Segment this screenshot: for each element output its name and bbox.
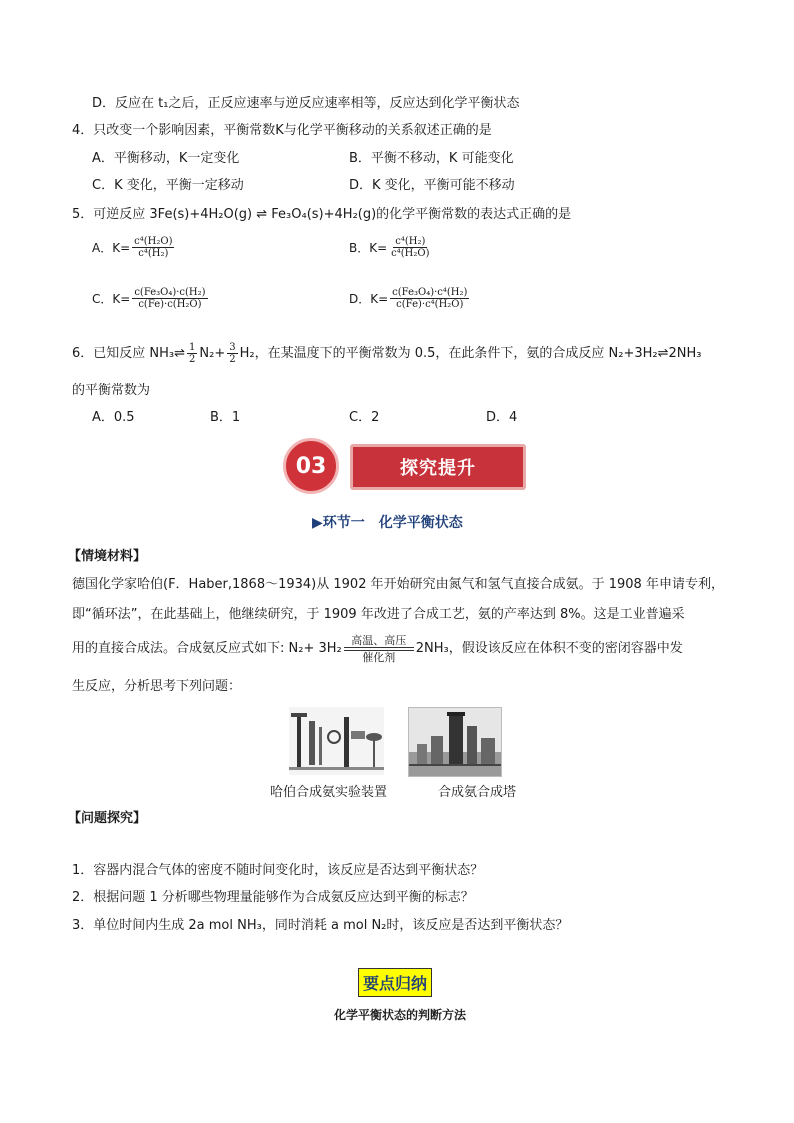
q4-option-a: A．平衡移动，K一定变化 bbox=[92, 151, 240, 166]
banner-title: 探究提升 bbox=[350, 444, 526, 490]
reaction-condition-bottom: 催化剂 bbox=[362, 651, 396, 664]
q5-option-d bbox=[349, 287, 471, 310]
banner-number: 03 bbox=[283, 438, 339, 494]
q4-option-b: B．平衡不移动，K 可能变化 bbox=[349, 151, 514, 166]
q6-stem-pre: 6．已知反应 NH₃⇌ bbox=[72, 345, 186, 361]
q5-stem: 5．可逆反应 3Fe(s)+4H₂O(g) ⇌ Fe₃O₄(s)+4H₂(g)的化学平衡常数的表达式正确的是 bbox=[72, 207, 572, 222]
q5-option-d-fraction bbox=[390, 287, 469, 310]
summary-badge: 要点归纳 bbox=[358, 968, 432, 997]
q6-half-numerator: 1 bbox=[189, 342, 196, 353]
fig-1-caption: 哈伯合成氨实验装置 bbox=[270, 785, 388, 800]
q5-option-a-label: A．K= bbox=[92, 241, 131, 255]
q5-option-c-denominator: c(Fe)·c(H₂O) bbox=[138, 299, 202, 310]
q6-half-fraction bbox=[187, 342, 197, 365]
q5-option-d-label: D．K= bbox=[349, 292, 389, 306]
q4-stem: 4．只改变一个影响因素，平衡常数K与化学平衡移动的关系叙述正确的是 bbox=[72, 123, 492, 138]
q5-option-c bbox=[92, 287, 210, 310]
q3-option-d: D．反应在 t₁之后，正反应速率与逆反应速率相等，反应达到化学平衡状态 bbox=[92, 96, 520, 111]
q6-three-numerator: 3 bbox=[229, 342, 236, 353]
q5-option-a bbox=[92, 236, 176, 259]
section-1-title: ▶环节一 化学平衡状态 bbox=[312, 515, 463, 531]
q6-option-a: A．0.5 bbox=[92, 410, 135, 425]
ammonia-tower-image bbox=[408, 707, 502, 777]
q6-option-d: D．4 bbox=[486, 410, 518, 425]
q5-option-d-denominator: c(Fe)·c⁴(H₂O) bbox=[396, 299, 464, 310]
q5-option-d-numerator: c(Fe₃O₄)·c⁴(H₂) bbox=[392, 287, 468, 298]
question-2: 2．根据问题 1 分析哪些物理量能够作为合成氨反应达到平衡的标志？ bbox=[72, 890, 474, 905]
q6-three-half-fraction bbox=[227, 342, 237, 365]
material-line-3-post: 2NH₃，假设该反应在体积不变的密闭容器中发 bbox=[415, 641, 683, 656]
haber-apparatus-image bbox=[289, 707, 384, 775]
reaction-conditions bbox=[344, 634, 414, 664]
q4-option-d: D．K 变化，平衡可能不移动 bbox=[349, 178, 515, 193]
question-3: 3．单位时间内生成 2a mol NH₃，同时消耗 a mol N₂时，该反应是否达到平衡状态？ bbox=[72, 918, 569, 933]
q5-option-c-fraction bbox=[132, 287, 207, 310]
q5-option-b-denominator: c⁴(H₂O) bbox=[391, 248, 430, 259]
q5-option-a-numerator: c⁴(H₂O) bbox=[134, 236, 173, 247]
material-line-4: 生反应，分析思考下列问题： bbox=[72, 679, 242, 694]
q4-option-c: C．K 变化，平衡一定移动 bbox=[92, 178, 244, 193]
fig-2-caption: 合成氨合成塔 bbox=[438, 785, 517, 800]
q6-three-denominator: 2 bbox=[229, 354, 236, 365]
q5-option-b-numerator: c⁴(H₂) bbox=[395, 236, 426, 247]
q5-option-b-label: B．K= bbox=[349, 241, 388, 255]
material-heading: 【情境材料】 bbox=[68, 549, 147, 564]
q6-stem-mid: N₂+ bbox=[199, 345, 226, 361]
q6-half-denominator: 2 bbox=[189, 354, 196, 365]
q5-option-b bbox=[349, 236, 434, 259]
q6-stem bbox=[72, 342, 702, 365]
material-line-3 bbox=[72, 634, 683, 664]
question-1: 1．容器内混合气体的密度不随时间变化时，该反应是否达到平衡状态？ bbox=[72, 863, 484, 878]
material-line-1: 德国化学家哈伯(F．Haber,1868～1934)从 1902 年开始研究由氮气和氢气直接合成氨。于 1908 年申请专利， bbox=[72, 577, 724, 592]
q6-option-c: C．2 bbox=[349, 410, 380, 425]
questions-heading: 【问题探究】 bbox=[68, 811, 147, 826]
q6-stem-line2: 的平衡常数为 bbox=[72, 383, 151, 398]
q5-option-a-denominator: c⁴(H₂) bbox=[138, 248, 169, 259]
reaction-condition-top: 高温、高压 bbox=[351, 634, 407, 647]
summary-subtitle: 化学平衡状态的判断方法 bbox=[334, 1008, 467, 1022]
q6-stem-post: H₂，在某温度下的平衡常数为 0.5，在此条件下，氨的合成反应 N₂+3H₂⇌2NH₃ bbox=[239, 345, 702, 361]
q5-option-c-numerator: c(Fe₃O₄)·c(H₂) bbox=[134, 287, 206, 298]
q5-option-b-fraction bbox=[389, 236, 431, 259]
q6-option-b: B．1 bbox=[210, 410, 241, 425]
material-line-2: 即“循环法”，在此基础上，他继续研究，于 1909 年改进了合成工艺，氨的产率达到 8%。这是工业普遍采 bbox=[72, 607, 685, 622]
q5-option-a-fraction bbox=[132, 236, 174, 259]
material-line-3-pre: 用的直接合成法。合成氨反应式如下: N₂+ 3H₂ bbox=[72, 641, 342, 656]
q5-option-c-label: C．K= bbox=[92, 292, 131, 306]
